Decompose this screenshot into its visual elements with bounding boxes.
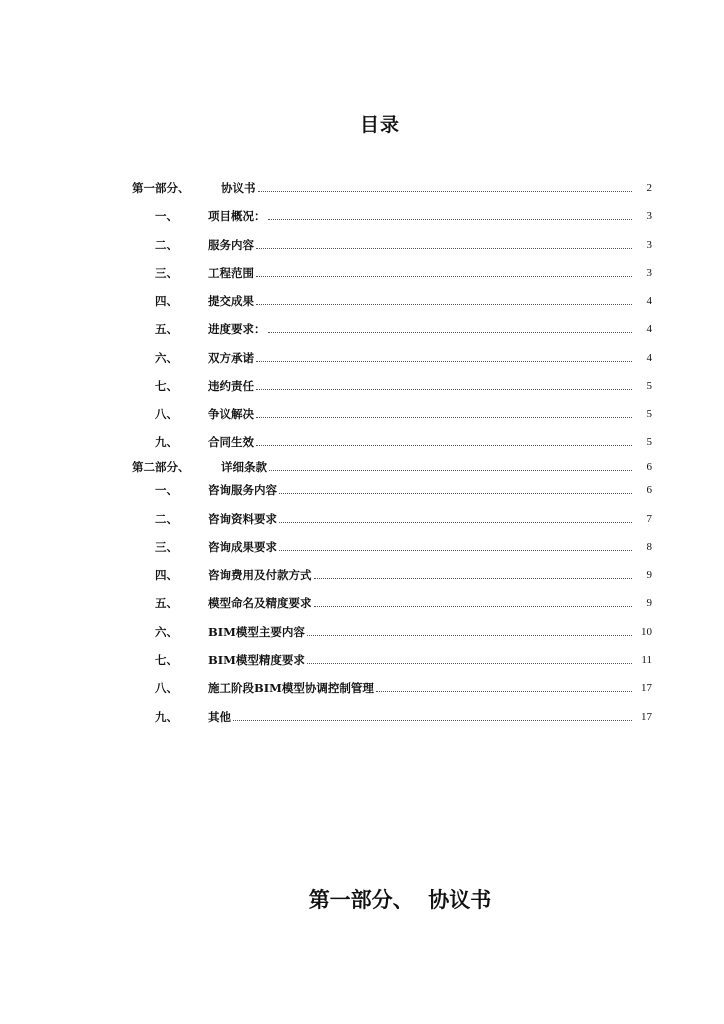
- toc-entry[interactable]: [0, 376, 724, 396]
- toc-entry[interactable]: [0, 457, 724, 477]
- toc-dot-leader: [279, 550, 644, 551]
- toc-dot-leader: [279, 493, 644, 494]
- toc-entry[interactable]: [0, 319, 724, 339]
- toc-entry[interactable]: [0, 480, 724, 500]
- toc-entry-number: 三、: [155, 266, 178, 280]
- toc-entry-page: 6: [632, 480, 652, 500]
- toc-entry-page: 3: [632, 206, 652, 226]
- toc-dot-leader: [258, 191, 644, 192]
- toc-entry-page: 10: [632, 622, 652, 642]
- toc-dot-leader: [268, 219, 644, 220]
- toc-entry-page: 8: [632, 537, 652, 557]
- toc-entry[interactable]: [0, 593, 724, 613]
- toc-entry-page: 17: [632, 707, 652, 727]
- toc-entry[interactable]: [0, 178, 724, 198]
- toc-dot-leader: [256, 304, 644, 305]
- toc-dot-leader: [376, 691, 638, 692]
- toc-entry-label: BIM模型精度要求: [208, 650, 307, 670]
- toc-entry-number: 二、: [155, 512, 178, 526]
- toc-entry-label: 项目概况：: [208, 206, 268, 226]
- toc-entry[interactable]: [0, 206, 724, 226]
- toc-entry[interactable]: [0, 565, 724, 585]
- toc-entry-number: 七、: [155, 379, 178, 393]
- toc-entry-number: 六、: [155, 625, 178, 639]
- toc-entry[interactable]: [0, 432, 724, 452]
- toc-entry-label: 违约责任: [208, 376, 256, 396]
- toc-entry[interactable]: [0, 263, 724, 283]
- toc-entry[interactable]: [0, 678, 724, 698]
- toc-entry-number: 一、: [155, 209, 178, 223]
- toc-entry-page: 3: [632, 263, 652, 283]
- toc-dot-leader: [307, 663, 638, 664]
- toc-entry-number: 九、: [155, 710, 178, 724]
- toc-entry-label: 详细条款: [221, 457, 269, 477]
- toc-dot-leader: [233, 720, 638, 721]
- toc-entry-page: 17: [632, 678, 652, 698]
- toc-entry[interactable]: [0, 537, 724, 557]
- toc-entry-number: 第二部分、: [132, 460, 190, 474]
- toc-entry-label: 咨询成果要求: [208, 537, 279, 557]
- toc-entry-label: BIM模型主要内容: [208, 622, 307, 642]
- toc-entry-label: 进度要求：: [208, 319, 268, 339]
- toc-entry-number: 三、: [155, 540, 178, 554]
- toc-dot-leader: [269, 470, 644, 471]
- toc-entry-page: 6: [632, 457, 652, 477]
- toc-entry-label: 施工阶段BIM模型协调控制管理: [208, 678, 376, 698]
- toc-entry-page: 7: [632, 509, 652, 529]
- section-heading: 第一部分、 协议书: [308, 887, 492, 912]
- toc-entry-label: 其他: [208, 707, 233, 727]
- toc-entry-number: 五、: [155, 596, 178, 610]
- toc-entry[interactable]: [0, 622, 724, 642]
- toc-entry-page: 5: [632, 432, 652, 452]
- toc-dot-leader: [314, 578, 644, 579]
- toc-entry-label: 争议解决: [208, 404, 256, 424]
- toc-entry-label: 双方承诺: [208, 348, 256, 368]
- toc-entry-number: 五、: [155, 322, 178, 336]
- toc-entry-page: 4: [632, 319, 652, 339]
- toc-dot-leader: [256, 248, 644, 249]
- toc-dot-leader: [307, 635, 638, 636]
- toc-dot-leader: [256, 445, 644, 446]
- toc-entry[interactable]: [0, 404, 724, 424]
- toc-entry-number: 七、: [155, 653, 178, 667]
- toc-entry-label: 咨询资料要求: [208, 509, 279, 529]
- toc-dot-leader: [314, 606, 644, 607]
- toc-entry-label: 咨询服务内容: [208, 480, 279, 500]
- toc-entry-page: 9: [632, 593, 652, 613]
- toc-entry-page: 5: [632, 376, 652, 396]
- toc-title: 目录: [359, 114, 400, 136]
- toc-entry-number: 八、: [155, 681, 178, 695]
- toc-dot-leader: [256, 417, 644, 418]
- toc-entry[interactable]: [0, 707, 724, 727]
- toc-entry-label: 合同生效: [208, 432, 256, 452]
- toc-entry-page: 4: [632, 291, 652, 311]
- toc-entry[interactable]: [0, 509, 724, 529]
- toc-entry[interactable]: [0, 650, 724, 670]
- toc-entry-page: 5: [632, 404, 652, 424]
- toc-entry-number: 第一部分、: [132, 181, 190, 195]
- toc-entry-page: 4: [632, 348, 652, 368]
- toc-dot-leader: [279, 522, 644, 523]
- toc-entry-page: 2: [632, 178, 652, 198]
- toc-dot-leader: [268, 332, 644, 333]
- toc-entry-label: 模型命名及精度要求: [208, 593, 314, 613]
- toc-dot-leader: [256, 389, 644, 390]
- toc-entry-number: 四、: [155, 568, 178, 582]
- toc-entry[interactable]: [0, 348, 724, 368]
- toc-entry-label: 服务内容: [208, 235, 256, 255]
- toc-entry-number: 二、: [155, 238, 178, 252]
- toc-entry-label: 协议书: [221, 178, 258, 198]
- toc-entry-number: 六、: [155, 351, 178, 365]
- toc-entry-label: 咨询费用及付款方式: [208, 565, 314, 585]
- toc-dot-leader: [256, 361, 644, 362]
- toc-entry-label: 提交成果: [208, 291, 256, 311]
- toc-entry-number: 一、: [155, 483, 178, 497]
- toc-entry-label: 工程范围: [208, 263, 256, 283]
- toc-entry-number: 四、: [155, 294, 178, 308]
- toc-dot-leader: [256, 276, 644, 277]
- toc-entry-number: 九、: [155, 435, 178, 449]
- toc-entry-page: 11: [632, 650, 652, 670]
- toc-entry-page: 9: [632, 565, 652, 585]
- toc-entry-page: 3: [632, 235, 652, 255]
- toc-entry[interactable]: [0, 235, 724, 255]
- toc-entry-number: 八、: [155, 407, 178, 421]
- toc-entry[interactable]: [0, 291, 724, 311]
